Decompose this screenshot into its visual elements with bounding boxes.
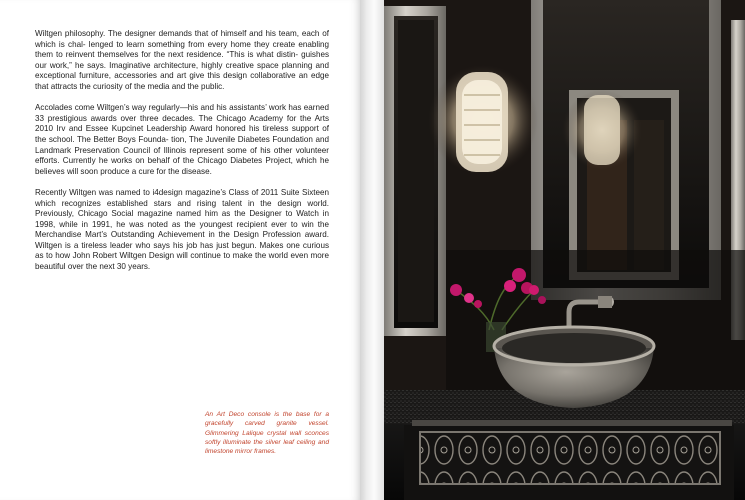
- photo-caption: An Art Deco console is the base for a gracefully carved granite vessel. Glimmering Lalique crystal wall sconces softly illuminate the silver leaf ceiling and limestone mirror frames.: [205, 411, 329, 456]
- article-paragraph-1: Wiltgen philosophy. The designer demands that of himself and his team, each of which is chal- lenged to learn something from every home they create enabling them to reinvent themselves for the next residence. “This is what distin- guishes our work,” he says. Imaginative architecture, highly creative space planning and exceptional furniture, accessories and art give this design collaborative an edge that attracts the curiosity of the media and the public.: [35, 29, 329, 91]
- article-paragraph-2: Accolades come Wiltgen’s way regularly—his and his assistants’ work has earned 33 prestigious awards over three decades. The Chicago Academy for the Arts 2010 Irv and Essee Kupcinet Leadership Award honored his tireless support of the school. The Better Boys Founda- tion, The Juvenile Diabetes Foundation and Landmark Preservation Council of Illinois represent some of his other volunteer efforts. Currently he works on behalf of the Chicago Diabetes Project, which he believes will soon produce a cure for the disease.: [35, 103, 329, 176]
- page-gutter: [360, 0, 384, 500]
- article-body: [35, 29, 329, 283]
- article-paragraph-3: Recently Wiltgen was named to i4design magazine’s Class of 2011 Suite Sixteen which recognizes established stars and rising talent in the design world. Previously, Chicago Social magazine named him as the Designer to Watch in 1998, while in 1991, he was noted as the youngest recipient ever to win the Merchandise Mart’s Outstanding Achievement in the Design Profession award. Wiltgen is a tireless leader who says his job has just begun. Makes one curious as to how John Robert Wiltgen Design will continue to make the world even more beautiful over the next 30 years.: [35, 187, 329, 272]
- powder-room-photo: [384, 0, 745, 500]
- left-page: [0, 0, 360, 500]
